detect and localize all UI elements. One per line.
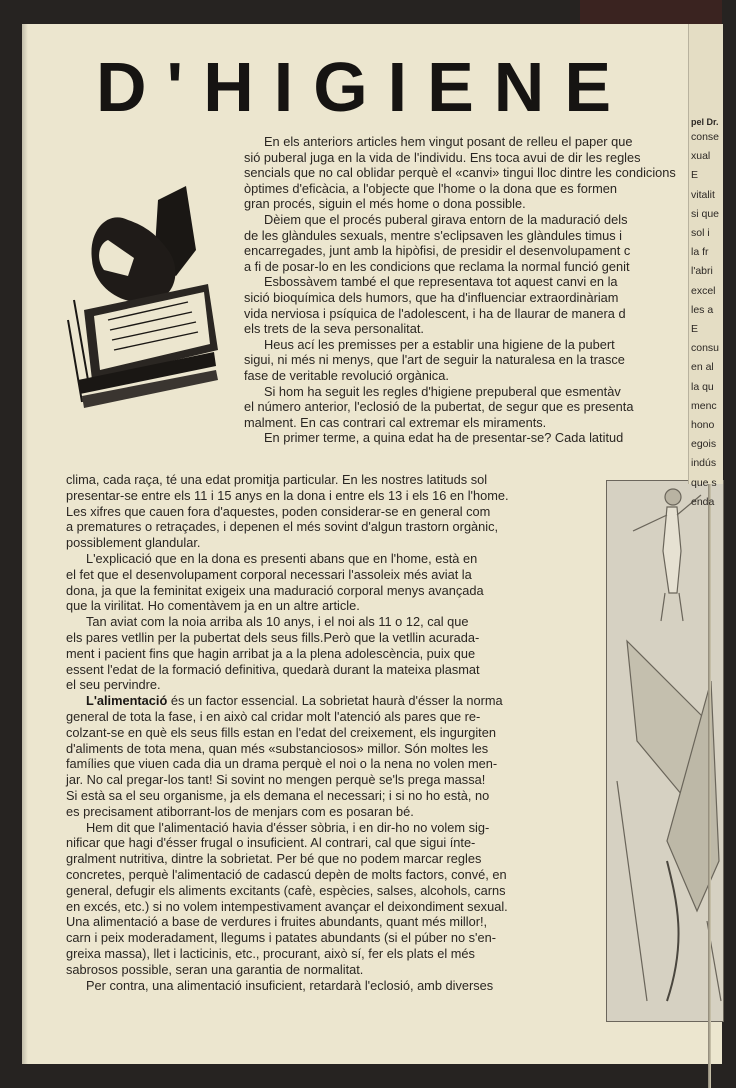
- text-line: gran procés, siguin el més home o dona possible.: [244, 196, 526, 212]
- text-line: vida nerviosa i psíquica de l'adolescent, i ha de llaurar de manera d: [244, 305, 626, 321]
- text-line: presentar-se entre els 11 i 15 anys en la dona i entre els 13 i els 16 en l'home.: [66, 487, 509, 503]
- text-line: el fet que el desenvolupament corporal necessari l'assoleix més aviat la: [66, 566, 472, 582]
- text-line: ment i pacient fins que hagin arribat ja a la plena adolescència, puix que: [66, 645, 476, 661]
- text-line: Les xifres que cauen fora d'aquestes, poden considerar-se en general com: [66, 503, 491, 519]
- text-fragment: xual: [691, 150, 711, 163]
- text-line: En els anteriors articles hem vingut posant de relleu el paper que: [264, 134, 633, 149]
- text-line: jar. No cal pregar-los tant! Si sovint no mengen perquè se'ls prega massa!: [66, 772, 486, 788]
- text-line: Tan aviat com la noia arriba als 10 anys, i el noi als 11 o 12, cal que: [86, 614, 469, 630]
- text-fragment: vitalit: [691, 188, 715, 201]
- text-line: Esbossàvem també el que representava tot aquest canvi en la: [264, 274, 618, 290]
- text-fragment: conse: [691, 131, 720, 143]
- text-fragment: indús: [691, 457, 717, 470]
- text-fragment: les a: [691, 303, 714, 316]
- text-fragment: E: [691, 169, 699, 182]
- text-line: [66, 693, 606, 709]
- text-fragment: en al: [691, 361, 714, 374]
- golfer-photo: [606, 480, 724, 1022]
- text-line: a fi de posar-lo en les condicions que reclama la normal funció genit: [244, 258, 630, 274]
- text-line: d'aliments de tota mena, quan més «substanciosos» millor. Són moltes les: [66, 740, 489, 756]
- text-line: clima, cada raça, té una edat promitja particular. En les nostres latituds sol: [66, 472, 488, 487]
- text-line: sabrosos possible, seran una garantia de normalitat.: [66, 961, 364, 977]
- text-line: òptimes d'eficàcia, a l'objecte que l'home o la dona que es formen: [244, 180, 617, 196]
- text-line: els pares vetllin per la pubertat dels seus fills.Però que la vetllin acurada-: [66, 629, 480, 645]
- text-fragment: sol i: [691, 227, 710, 240]
- page-gutter-shadow: [22, 24, 28, 1064]
- text-line: sió puberal juga en la vida de l'individu. Ens toca avui de dir les regles: [244, 149, 641, 165]
- text-fragment: l'abri: [691, 265, 713, 278]
- text-span: és un factor essencial. La sobrietat haurà d'ésser la norma: [170, 693, 503, 709]
- text-line: que la virilitat. Ho comentàvem ja en un altre article.: [66, 598, 360, 614]
- text-line: encarregades, junt amb la hipòfisi, de presidir el desenvolupament c: [244, 243, 631, 259]
- text-fragment: menc: [691, 399, 717, 412]
- text-line: Si està sa el seu organisme, ja els demana el necessari; i si no ho està, no: [66, 787, 490, 803]
- page-title: D'HIGIENE: [96, 48, 632, 126]
- text-line: Hem dit que l'alimentació havia d'ésser sòbria, i en dir-ho no volem sig-: [86, 819, 490, 835]
- text-fragment: excel: [691, 284, 716, 297]
- text-line: Heus ací les premisses per a establir una higiene de la pubert: [264, 336, 615, 352]
- text-line: el seu pervindre.: [66, 677, 161, 693]
- text-line: malment. En cas contrari cal extremar els miraments.: [244, 414, 547, 430]
- text-line: Dèiem que el procés puberal girava entorn de la maduració dels: [264, 211, 628, 227]
- text-fragment: la qu: [691, 380, 714, 393]
- text-line: colzant-se en què els seus fills estan en l'edat del creixement, els ingurgiten: [66, 724, 496, 740]
- text-line: el número anterior, l'eclosió de la pubertat, de segur que es presenta: [244, 399, 634, 415]
- text-line: possiblement glandular.: [66, 535, 201, 551]
- text-line: general de tota la fase, i en això cal cridar molt l'atenció als pares que re-: [66, 708, 481, 724]
- text-fragment: consu: [691, 342, 720, 355]
- text-line: Si hom ha seguit les regles d'higiene prepuberal que esmentàv: [264, 383, 621, 399]
- text-line: essent l'edat de la formació definitiva, quedarà durant la mateixa plasmat: [66, 661, 480, 677]
- section-lead: L'alimentació: [86, 693, 168, 709]
- text-line: L'explicació que en la dona es presenti abans que en l'home, està en: [86, 550, 478, 566]
- text-line: dona, ja que la feminitat exigeix una maduració corporal menys avançada: [66, 582, 484, 598]
- text-line: en excés, etc.) si no volem intempestivament avançar el deixondiment sexual.: [66, 898, 508, 914]
- intro-text: [244, 134, 714, 446]
- text-fragment: la fr: [691, 246, 709, 259]
- text-fragment: E: [691, 323, 699, 336]
- text-line: fase de veritable revolució orgànica.: [244, 367, 449, 383]
- facing-page-fragment: [688, 24, 723, 508]
- text-fragment: si que: [691, 207, 720, 220]
- text-line: En primer terme, a quina edat ha de presentar-se? Cada latitud: [264, 430, 624, 446]
- text-line: carn i peix moderadament, llegums i patates abundants (si el púber no s'en-: [66, 930, 496, 946]
- text-line: Per contra, una alimentació insuficient, retardarà l'eclosió, amb diverses: [86, 977, 494, 993]
- facing-page-header: pel Dr.: [691, 117, 719, 127]
- text-line: es precisament atiborrant-los de menjars com es posaran bé.: [66, 803, 414, 819]
- text-line: de les glàndules sexuals, mentre s'eclipsaven les glàndules timus i: [244, 227, 623, 243]
- text-line: famílies que viuen cada dia un drama perquè el noi o la nena no volen men-: [66, 756, 498, 772]
- text-line: els trets de la seva personalitat.: [244, 321, 424, 337]
- text-line: a prematures o retraçades, i depenen el més sovint d'algun trastorn orgànic,: [66, 519, 499, 535]
- text-fragment: egois: [691, 438, 717, 451]
- magazine-page: [22, 24, 722, 1064]
- text-line: greixa massa), llet i lacticinis, etc., procurant, això sí, fer els plats el més: [66, 945, 475, 961]
- main-text: [66, 472, 606, 993]
- text-line: nificar que hagi d'ésser frugal o insuficient. Al contrari, cal que sigui ínte-: [66, 835, 476, 851]
- text-fragment: enda: [691, 495, 715, 508]
- text-line: gralment nutritiva, dintre la sobrietat. Per bé que no podem marcar regles: [66, 851, 482, 867]
- text-line: sigui, ni més ni menys, que l'art de seguir la naturalesa en la trasce: [244, 352, 625, 368]
- text-line: Una alimentació a base de verdures i fruites abundants, quant més millor!,: [66, 914, 488, 930]
- text-line: sencials que no cal oblidar perquè el «canvi» tingui lloc dintre les condicions: [244, 165, 676, 181]
- book-cover-edge: [580, 0, 722, 24]
- reading-illustration: [68, 180, 218, 416]
- text-fragment: que s: [691, 476, 717, 489]
- text-line: concretes, perquè l'alimentació de cadascú depèn de molts factors, convé, en: [66, 866, 507, 882]
- text-line: sició bioquímica dels humors, que ha d'influenciar extraordinàriam: [244, 289, 619, 305]
- text-line: general, defugir els aliments excitants (cafè, espècies, salses, alcohols, carns: [66, 882, 506, 898]
- text-fragment: hono: [691, 419, 715, 432]
